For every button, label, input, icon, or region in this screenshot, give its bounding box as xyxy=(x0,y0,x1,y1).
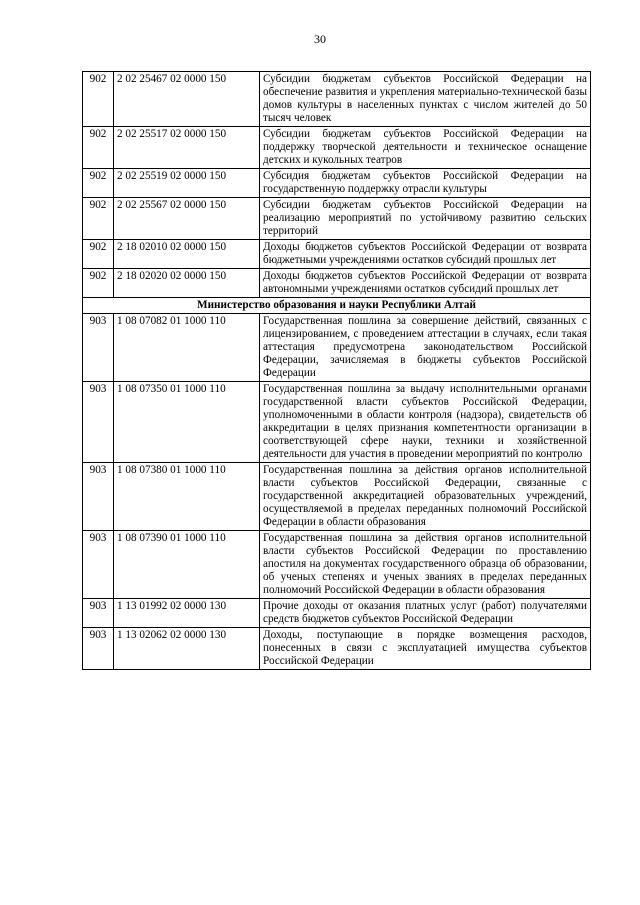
admin-code-cell: 903 xyxy=(83,463,114,531)
revenue-classification-table xyxy=(82,71,591,670)
revenue-code-cell: 2 02 25567 02 0000 150 xyxy=(114,198,260,240)
section-header-row xyxy=(83,298,591,314)
revenue-name-cell: Государственная пошлина за совершение действий, связанных с лицензированием, с проведением аттестации в случаях, если такая аттестация предусмотрена законодательством Российской Федерации, зачисляемая в бюджеты субъектов Российской Федерации xyxy=(260,314,591,382)
revenue-code-cell: 2 18 02010 02 0000 150 xyxy=(114,240,260,269)
revenue-name-cell: Государственная пошлина за действия органов исполнительной власти субъектов Российской Федерации по проставлению апостиля на документах государственного образца об образовании, об ученых степенях и ученых званиях в пределах переданных полномочий Российской Федерации в области образования xyxy=(260,531,591,599)
revenue-name-cell: Доходы бюджетов субъектов Российской Федерации от возврата автономными учреждениями остатков субсидий прошлых лет xyxy=(260,269,591,298)
table-row xyxy=(83,198,591,240)
revenue-code-cell: 1 08 07350 01 1000 110 xyxy=(114,382,260,463)
table-row xyxy=(83,169,591,198)
admin-code-cell: 902 xyxy=(83,240,114,269)
revenue-code-cell: 2 02 25517 02 0000 150 xyxy=(114,127,260,169)
revenue-name-cell: Государственная пошлина за действия органов исполнительной власти субъектов Российской Федерации, связанные с государственной аккредитацией образовательных учреждений, осуществляемой в пределах переданных полномочий Российской Федерации в области образования xyxy=(260,463,591,531)
revenue-name-cell: Субсидии бюджетам субъектов Российской Федерации на поддержку творческой деятельности и техническое оснащение детских и кукольных театров xyxy=(260,127,591,169)
revenue-name-cell: Субсидии бюджетам субъектов Российской Федерации на обеспечение развития и укрепления материально-технической базы домов культуры в населенных пунктах с числом жителей до 50 тысяч человек xyxy=(260,72,591,127)
admin-code-cell: 902 xyxy=(83,269,114,298)
admin-code-cell: 902 xyxy=(83,72,114,127)
admin-code-cell: 902 xyxy=(83,127,114,169)
revenue-name-cell: Доходы, поступающие в порядке возмещения расходов, понесенных в связи с эксплуатацией имущества субъектов Российской Федерации xyxy=(260,628,591,670)
table-row xyxy=(83,269,591,298)
table-row xyxy=(83,72,591,127)
revenue-code-cell: 1 08 07380 01 1000 110 xyxy=(114,463,260,531)
table-row xyxy=(83,599,591,628)
revenue-code-cell: 1 08 07082 01 1000 110 xyxy=(114,314,260,382)
admin-code-cell: 903 xyxy=(83,628,114,670)
table-row xyxy=(83,463,591,531)
revenue-name-cell: Субсидии бюджетам субъектов Российской Федерации на реализацию мероприятий по устойчивому развитию сельских территорий xyxy=(260,198,591,240)
revenue-code-cell: 2 02 25519 02 0000 150 xyxy=(114,169,260,198)
table-row xyxy=(83,628,591,670)
revenue-code-cell: 1 13 02062 02 0000 130 xyxy=(114,628,260,670)
admin-code-cell: 903 xyxy=(83,314,114,382)
revenue-code-cell: 2 02 25467 02 0000 150 xyxy=(114,72,260,127)
revenue-name-cell: Доходы бюджетов субъектов Российской Федерации от возврата бюджетными учреждениями остатков субсидий прошлых лет xyxy=(260,240,591,269)
table-row xyxy=(83,382,591,463)
revenue-code-cell: 2 18 02020 02 0000 150 xyxy=(114,269,260,298)
table-row xyxy=(83,240,591,269)
revenue-code-cell: 1 08 07390 01 1000 110 xyxy=(114,531,260,599)
admin-code-cell: 903 xyxy=(83,599,114,628)
revenue-code-cell: 1 13 01992 02 0000 130 xyxy=(114,599,260,628)
revenue-name-cell: Субсидия бюджетам субъектов Российской Федерации на государственную поддержку отрасли культуры xyxy=(260,169,591,198)
admin-code-cell: 903 xyxy=(83,382,114,463)
admin-code-cell: 903 xyxy=(83,531,114,599)
table-row xyxy=(83,127,591,169)
section-title: Министерство образования и науки Республики Алтай xyxy=(83,298,591,314)
revenue-name-cell: Государственная пошлина за выдачу исполнительными органами государственной власти субъектов Российской Федерации, уполномоченными в области контроля (надзора), свидетельств об аккредитации в целях признания компетентности организации в соответствующей сфере науки, техники и хозяйственной деятельности для участия в проведении мероприятий по контролю xyxy=(260,382,591,463)
admin-code-cell: 902 xyxy=(83,198,114,240)
table-row xyxy=(83,531,591,599)
admin-code-cell: 902 xyxy=(83,169,114,198)
page-number: 30 xyxy=(314,32,326,46)
revenue-name-cell: Прочие доходы от оказания платных услуг (работ) получателями средств бюджетов субъектов Российской Федерации xyxy=(260,599,591,628)
table-row xyxy=(83,314,591,382)
